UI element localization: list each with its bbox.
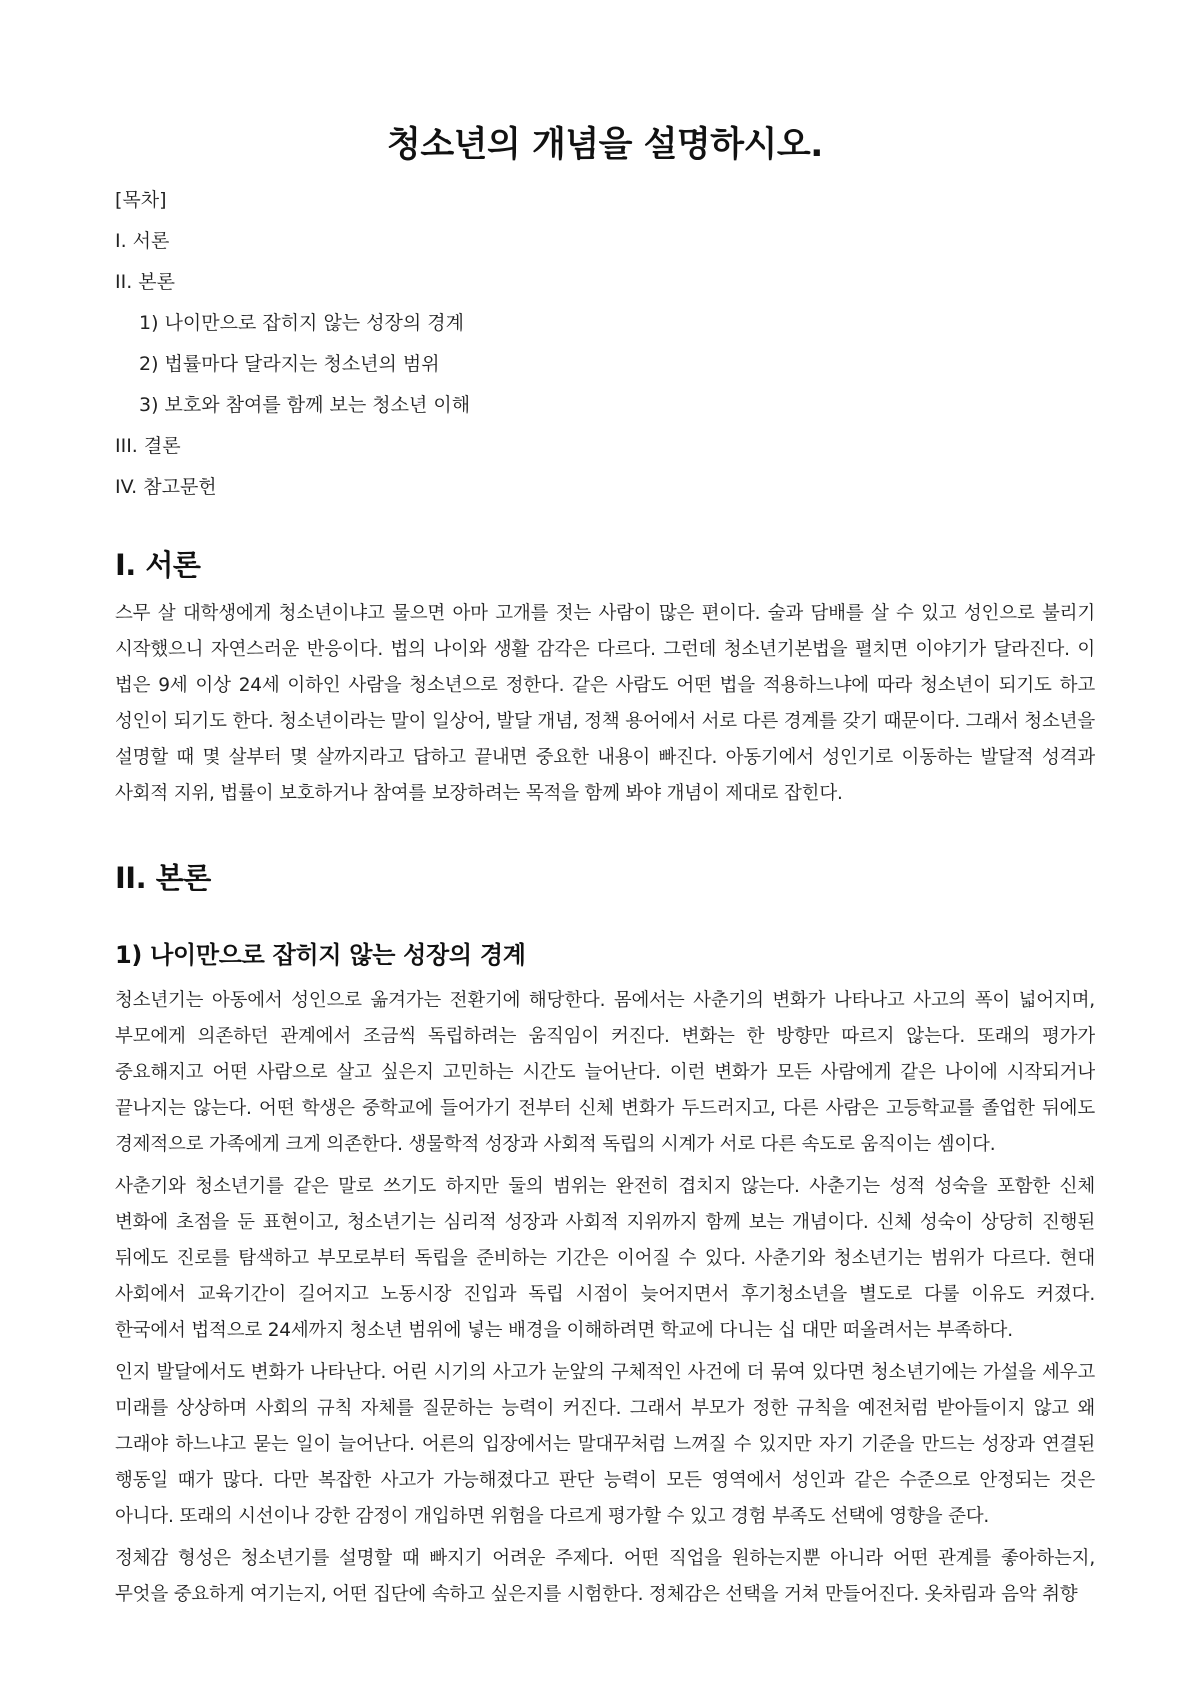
body-heading: II. 본론 xyxy=(115,861,211,895)
toc-item: [목차] xyxy=(115,189,167,211)
intro-paragraph: 스무 살 대학생에게 청소년이냐고 물으면 아마 고개를 젓는 사람이 많은 편이다. 술과 담배를 살 수 있고 성인으로 불리기 시작했으니 자연스러운 반응이다. 법의 나이와 생활 감각은 다르다. 그런데 청소년기본법을 펼치면 이야기가 달라진다. 이 법은 9세 이상 24세 이하인 사람을 청소년으로 정한다. 같은 사람도 어떤 법을 적용하느냐에 따라 청소년이 되기도 하고 성인이 되기도 한다. 청소년이라는 말이 일상어, 발달 개념, 정책 용어에서 서로 다른 경계를 갖기 때문이다. 그래서 청소년을 설명할 때 몇 살부터 몇 살까지라고 답하고 끝내면 중요한 내용이 빠진다. 아동기에서 성인기로 이동하는 발달적 성격과 사회적 지위, 법률이 보호하거나 참여를 보장하려는 목적을 함께 봐야 개념이 제대로 잡힌다. xyxy=(115,603,1095,804)
body-paragraph: 청소년기는 아동에서 성인으로 옮겨가는 전환기에 해당한다. 몸에서는 사춘기의 변화가 나타나고 사고의 폭이 넓어지며, 부모에게 의존하던 관계에서 조금씩 독립하려는 움직임이 커진다. 변화는 한 방향만 따르지 않는다. 또래의 평가가 중요해지고 어떤 사람으로 살고 싶은지 고민하는 시간도 늘어난다. 이런 변화가 모든 사람에게 같은 나이에 시작되거나 끝나지는 않는다. 어떤 학생은 중학교에 들어가기 전부터 신체 변화가 두드러지고, 다른 사람은 고등학교를 졸업한 뒤에도 경제적으로 가족에게 크게 의존한다. 생물학적 성장과 사회적 독립의 시계가 서로 다른 속도로 움직이는 셈이다. xyxy=(115,990,1095,1155)
intro-heading: I. 서론 xyxy=(115,548,201,582)
document-page xyxy=(115,0,1095,1696)
document-title: 청소년의 개념을 설명하시오. xyxy=(387,125,823,165)
body-paragraph: 정체감 형성은 청소년기를 설명할 때 빠지기 어려운 주제다. 어떤 직업을 원하는지뿐 아니라 어떤 관계를 좋아하는지, 무엇을 중요하게 여기는지, 어떤 집단에 속하고 싶은지를 시험한다. 정체감은 선택을 거쳐 만들어진다. 옷차림과 음악 취향 xyxy=(115,1548,1095,1605)
toc-subitem: 1) 나이만으로 잡히지 않는 성장의 경계 xyxy=(139,312,465,334)
toc-subitem: 2) 법률마다 달라지는 청소년의 범위 xyxy=(139,353,440,375)
toc-item: I. 서론 xyxy=(115,230,170,252)
body-paragraph: 인지 발달에서도 변화가 나타난다. 어린 시기의 사고가 눈앞의 구체적인 사건에 더 묶여 있다면 청소년기에는 가설을 세우고 미래를 상상하며 사회의 규칙 자체를 질문하는 능력이 커진다. 그래서 부모가 정한 규칙을 예전처럼 받아들이지 않고 왜 그래야 하느냐고 묻는 일이 늘어난다. 어른의 입장에서는 말대꾸처럼 느껴질 수 있지만 자기 기준을 만드는 성장과 연결된 행동일 때가 많다. 다만 복잡한 사고가 가능해졌다고 판단 능력이 모든 영역에서 성인과 같은 수준으로 안정되는 것은 아니다. 또래의 시선이나 강한 감정이 개입하면 위험을 다르게 평가할 수 있고 경험 부족도 선택에 영향을 준다. xyxy=(115,1362,1095,1527)
intro-section xyxy=(115,546,1095,812)
body-subheading-1: 1) 나이만으로 잡히지 않는 성장의 경계 xyxy=(115,941,526,969)
toc-item: II. 본론 xyxy=(115,271,175,293)
toc-subitem: 3) 보호와 참여를 함께 보는 청소년 이해 xyxy=(139,394,471,416)
body-section xyxy=(115,859,1095,1613)
toc-item: IV. 참고문헌 xyxy=(115,476,217,498)
toc-item: III. 결론 xyxy=(115,435,181,457)
body-paragraph: 사춘기와 청소년기를 같은 말로 쓰기도 하지만 둘의 범위는 완전히 겹치지 않는다. 사춘기는 성적 성숙을 포함한 신체 변화에 초점을 둔 표현이고, 청소년기는 심리적 성장과 사회적 지위까지 함께 보는 개념이다. 신체 성숙이 상당히 진행된 뒤에도 진로를 탐색하고 부모로부터 독립을 준비하는 기간은 이어질 수 있다. 사춘기와 청소년기는 범위가 다르다. 현대 사회에서 교육기간이 길어지고 노동시장 진입과 독립 시점이 늦어지면서 후기청소년을 별도로 다룰 이유도 커졌다. 한국에서 법적으로 24세까지 청소년 범위에 넣는 배경을 이해하려면 학교에 다니는 십 대만 떠올려서는 부족하다. xyxy=(115,1176,1095,1341)
table-of-contents xyxy=(115,188,1095,499)
